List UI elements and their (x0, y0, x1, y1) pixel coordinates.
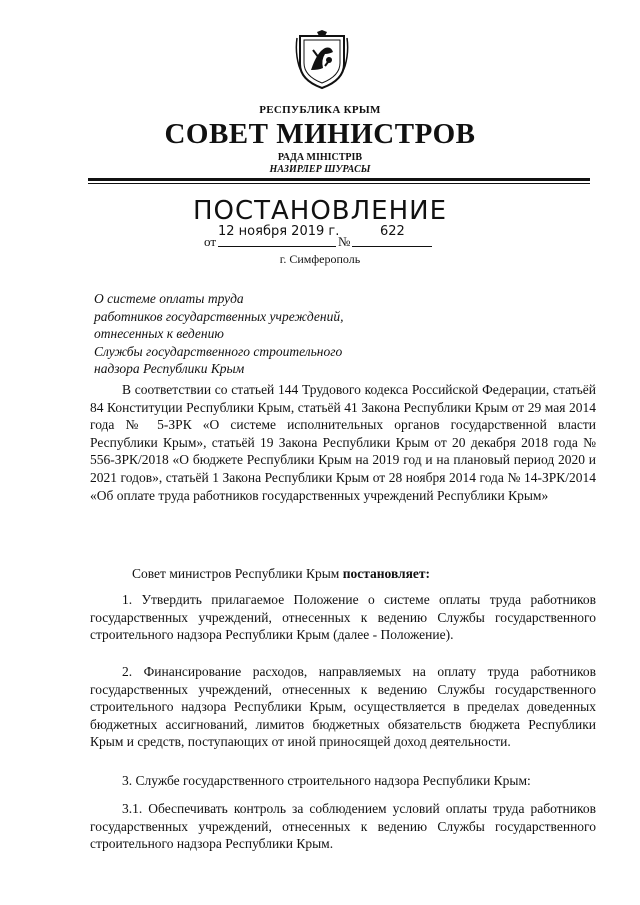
item-3-1-paragraph: 3.1. Обеспечивать контроль за соблюдением условий оплаты труда работников государственных учреждений, отнесенных к ведению Службы государственного строительного надзора Республики Крым. (90, 801, 596, 852)
item-3-paragraph: 3. Службе государственного строительного надзора Республики Крым: (122, 773, 531, 788)
council-verb: постановляет: (342, 566, 431, 581)
council-intro: Совет министров Республики Крым (132, 566, 343, 581)
item-1-paragraph: 1. Утвердить прилагаемое Положение о системе оплаты труда работников государственных учреждений, отнесенных к ведению Службы государственного строительного надзора Республики Крым (далее - Положение). (90, 592, 596, 643)
document-number: 622 (380, 224, 405, 239)
city: г. Симферополь (279, 252, 361, 266)
document-date: 12 ноября 2019 г. (218, 224, 340, 239)
date-number-line (204, 224, 444, 250)
number-underline (352, 246, 432, 247)
subject-line: надзора Республики Крым (94, 361, 245, 376)
subject-line: работников государственных учреждений, (94, 308, 344, 324)
council-title: СОВЕТ МИНИСТРОВ (164, 118, 476, 150)
header-divider-thin (88, 183, 590, 184)
header-divider-thick (88, 178, 590, 181)
subject-line: Службы государственного строительного (94, 343, 343, 359)
council-title-crimean-tatar: НАЗИРЛЕР ШУРАСЫ (269, 164, 371, 175)
republic-name: РЕСПУБЛИКА КРЫМ (259, 104, 381, 116)
item-2-paragraph: 2. Финансирование расходов, направляемых на оплату труда работников государственных учреждений, отнесенных к ведению Службы государственного строительного надзора Республики Крым, осуществляется в пределах доведенных бюджетных ассигнований, лимитов бюджетных обязательств бюджета Республики Крым и средств, поступающих от иной приносящей доход деятельности. (90, 664, 596, 750)
preamble-paragraph: В соответствии со статьей 144 Трудового кодекса Российской Федерации, статьёй 84 Конституции Республики Крым, статьёй 41 Закона Республики Крым от 29 мая 2014 года № 5-ЗРК «О системе исполнительных органов государственной власти Республики Крым», статьёй 19 Закона Республики Крым от 20 декабря 2018 года № 556-ЗРК/2018 «О бюджете Республики Крым на 2019 год и на плановый период 2020 и 2021 годов», статьёй 1 Закона Республики Крым от 28 ноября 2014 года № 14-ЗРК/2014 «Об оплате труда работников государственных учреждений Республики Крым» (90, 382, 596, 503)
crimea-coat-of-arms-icon (295, 30, 349, 90)
date-prefix: от (204, 234, 217, 249)
council-resolves-paragraph (90, 565, 596, 583)
subject-block (94, 290, 394, 378)
number-label: № (338, 234, 351, 249)
council-title-ukrainian: РАДА МІНІСТРІВ (277, 152, 363, 163)
subject-line: отнесенных к ведению (94, 326, 224, 341)
document-type: ПОСТАНОВЛЕНИЕ (192, 196, 448, 226)
date-underline (218, 246, 336, 247)
subject-line: О системе оплаты труда (94, 291, 244, 306)
